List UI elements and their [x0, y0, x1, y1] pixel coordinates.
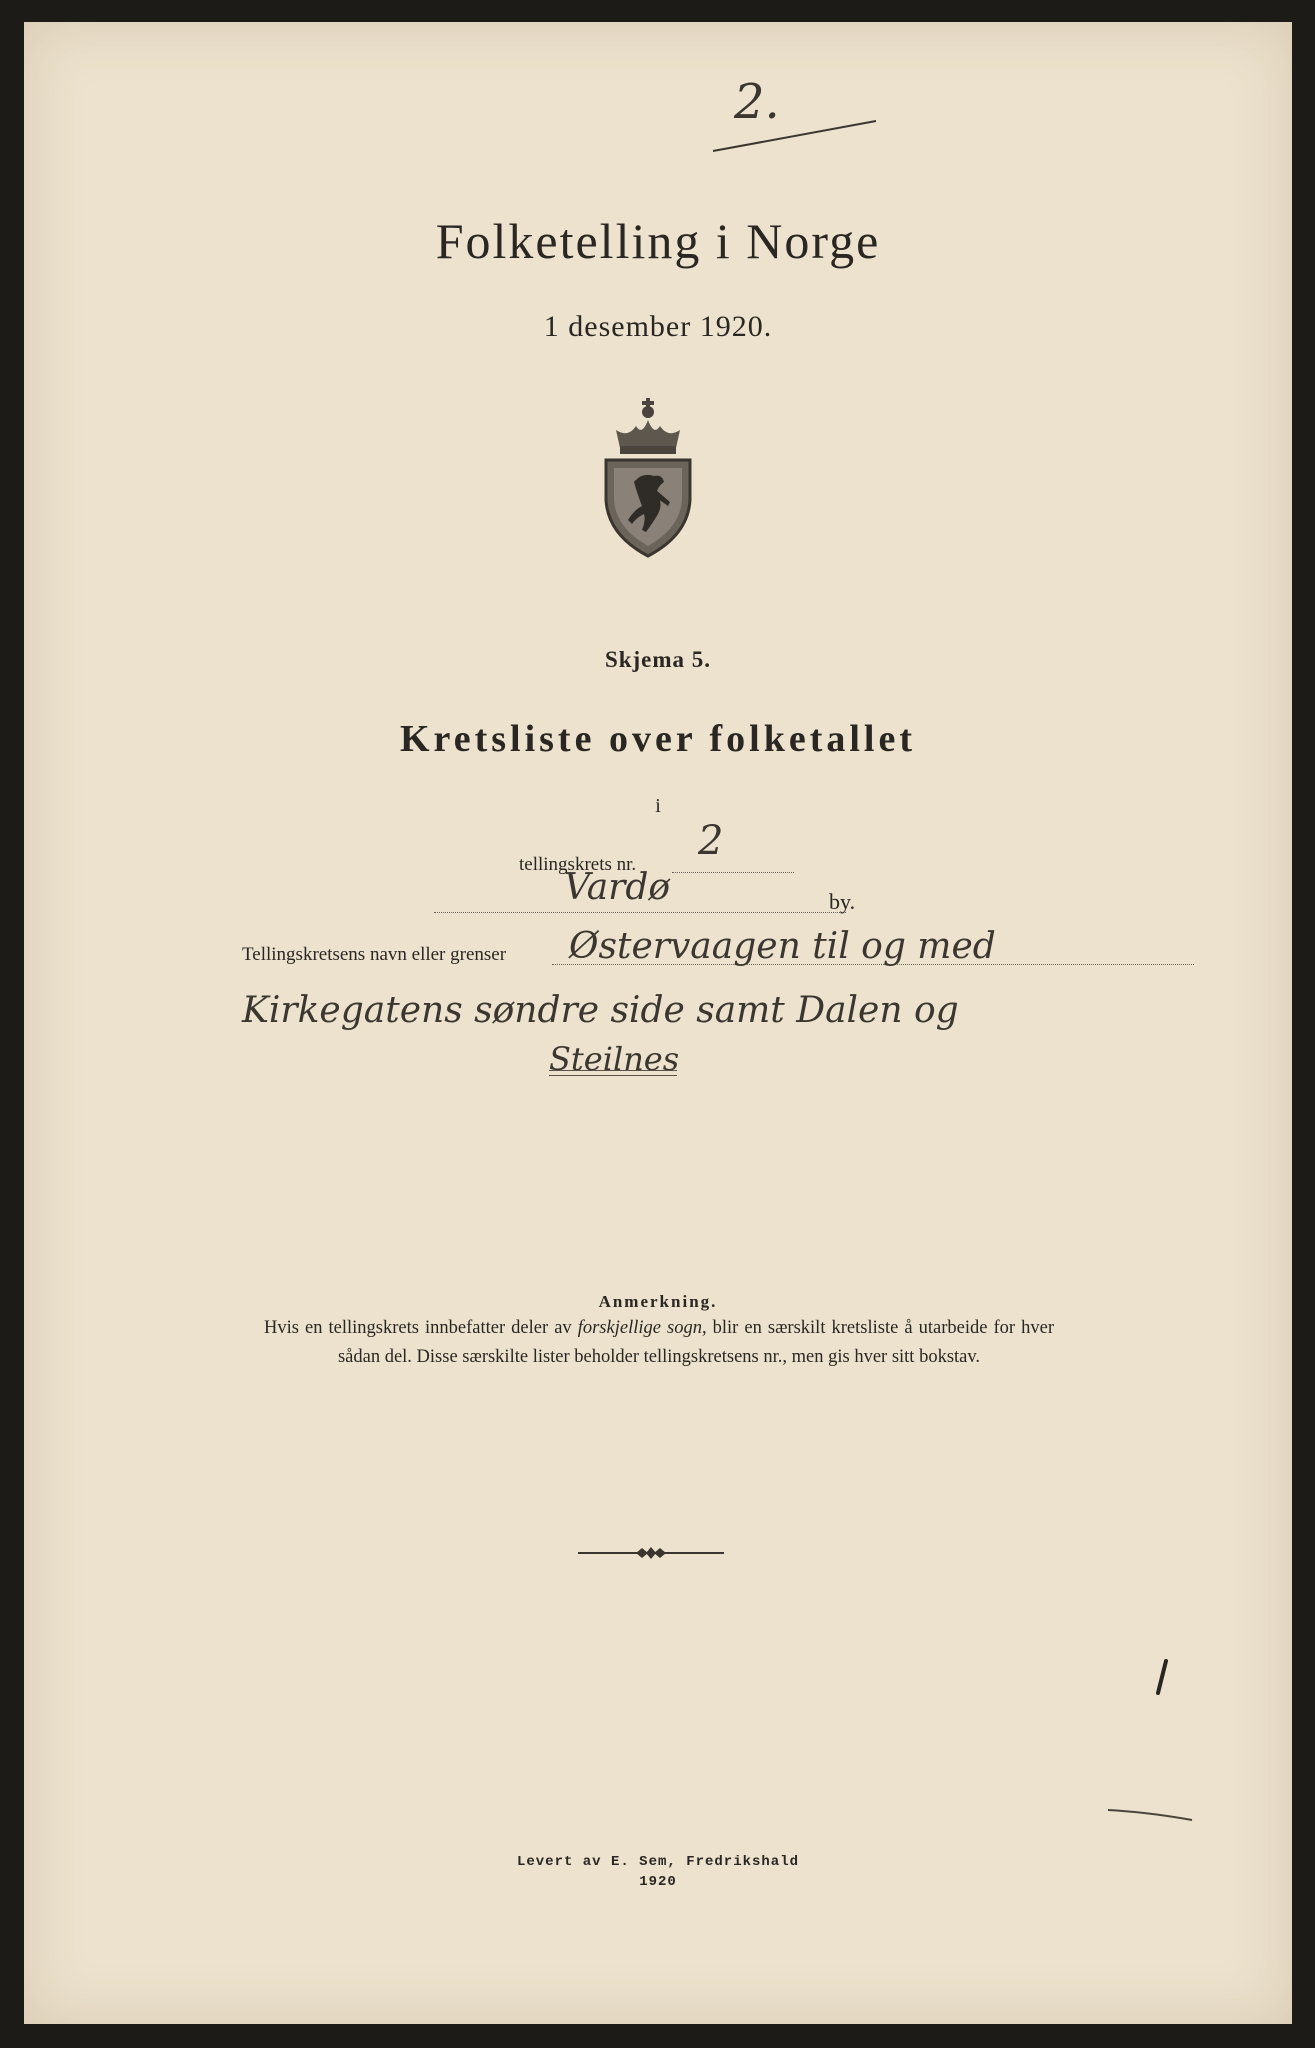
remark-heading: Anmerkning.	[598, 1292, 718, 1311]
census-date: 1 desember 1920.	[543, 310, 773, 343]
town-suffix: by.	[829, 889, 856, 914]
district-bounds-underline	[549, 1070, 677, 1071]
district-bounds-line3: Steilnes	[549, 1040, 680, 1078]
printer-credit: Levert av E. Sem, Fredrikshald	[516, 1854, 800, 1870]
page-number: 2.	[734, 74, 780, 130]
remark-text: Hvis en tellingskrets innbefatter deler av forskjellige sogn, blir en særskilt kretsliste å utarbeide for hver sådan del. Disse særskilte lister beholder tellingskretsens nr., men gis hver sitt bokstav.	[264, 1318, 1054, 1367]
page-number-underline	[710, 117, 880, 157]
coat-of-arms-icon	[598, 390, 698, 560]
town-line	[434, 912, 846, 913]
district-bounds-label: Tellingskretsens navn eller grenser	[242, 944, 507, 965]
stroke-mark	[1106, 1804, 1196, 1824]
district-number-line	[672, 872, 794, 873]
district-number-label: tellingskrets nr.	[519, 854, 637, 875]
preposition: i	[655, 795, 661, 817]
subtitle: Kretsliste over folketallet	[399, 718, 917, 760]
ornament-divider-icon	[576, 1545, 726, 1561]
town-value: Vardø	[564, 867, 671, 908]
printer-year: 1920	[639, 1874, 677, 1890]
district-number-value: 2	[698, 818, 724, 864]
document-page	[24, 22, 1292, 2024]
pencil-mark	[1152, 1657, 1172, 1697]
district-bounds-line1: Østervaagen til og med	[569, 926, 996, 967]
page-title: Folketelling i Norge	[435, 213, 881, 269]
district-bounds-line2: Kirkegatens søndre side samt Dalen og	[242, 990, 959, 1031]
form-number: Skjema 5.	[604, 647, 712, 672]
district-bounds-underline-2	[549, 1075, 677, 1076]
